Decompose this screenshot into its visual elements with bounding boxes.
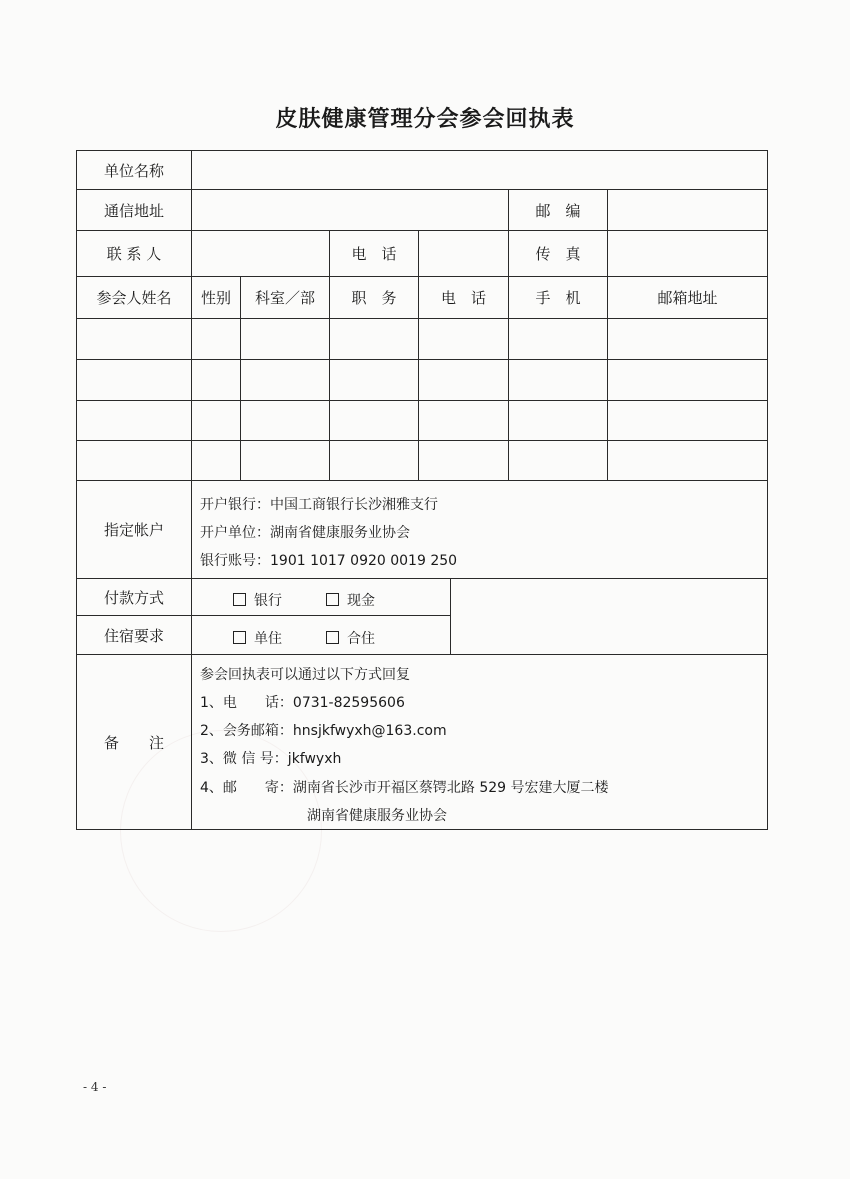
account-label: 指定帐户 (103, 521, 164, 539)
lodging-option-shared[interactable]: 合住 (326, 628, 375, 648)
gender-header: 性别 (200, 289, 231, 307)
attendee-phone-header: 电 话 (440, 289, 486, 307)
payment-option-cash[interactable]: 现金 (326, 590, 375, 610)
payment-option-bank[interactable]: 银行 (233, 590, 282, 610)
remarks-email: 2、会务邮箱：hnsjkfwyxh@163.com (200, 723, 447, 739)
phone-label: 电 话 (351, 245, 397, 263)
account-bank: 开户银行：中国工商银行长沙湘雅支行 (200, 497, 438, 513)
mobile-header: 手 机 (535, 289, 581, 307)
department-header: 科室／部 (254, 289, 315, 307)
checkbox-icon[interactable] (233, 631, 246, 644)
remarks-phone: 1、电 话：0731-82595606 (200, 695, 405, 711)
postcode-label: 邮 编 (535, 201, 581, 220)
form-title: 皮肤健康管理分会参会回执表 (275, 107, 575, 132)
checkbox-icon[interactable] (326, 593, 339, 606)
address-field[interactable] (192, 190, 508, 230)
page-number: - 4 - (83, 1080, 107, 1094)
checkbox-icon[interactable] (326, 631, 339, 644)
attendee-row[interactable] (77, 441, 767, 480)
attendee-row[interactable] (77, 401, 767, 440)
payment-label: 付款方式 (103, 588, 164, 607)
remarks-mail-org: 湖南省健康服务业协会 (307, 808, 447, 824)
attendee-row[interactable] (77, 319, 767, 359)
unit-name-label: 单位名称 (103, 161, 164, 180)
lodging-label: 住宿要求 (103, 626, 164, 645)
unit-name-field[interactable] (192, 151, 767, 189)
account-holder: 开户单位：湖南省健康服务业协会 (200, 525, 410, 541)
contact-field[interactable] (192, 231, 329, 276)
email-header: 邮箱地址 (657, 289, 718, 307)
fax-label: 传 真 (535, 245, 581, 263)
phone-field[interactable] (419, 231, 508, 276)
lodging-option-single[interactable]: 单住 (233, 628, 282, 648)
fax-field[interactable] (608, 231, 767, 276)
remarks-label: 备 注 (103, 733, 164, 752)
remarks-mail: 4、邮 寄：湖南省长沙市开福区蔡锷北路 529 号宏建大厦二楼 (200, 780, 609, 796)
attendee-row[interactable] (77, 360, 767, 400)
account-number: 银行账号：1901 1017 0920 0019 250 (200, 553, 458, 569)
position-header: 职 务 (351, 289, 397, 307)
remarks-intro: 参会回执表可以通过以下方式回复 (200, 667, 410, 683)
checkbox-icon[interactable] (233, 593, 246, 606)
attendee-name-header: 参会人姓名 (96, 289, 172, 307)
postcode-field[interactable] (608, 190, 767, 230)
address-label: 通信地址 (103, 201, 164, 220)
contact-label: 联 系 人 (106, 245, 162, 263)
remarks-wechat: 3、微 信 号：jkfwyxh (200, 751, 342, 767)
